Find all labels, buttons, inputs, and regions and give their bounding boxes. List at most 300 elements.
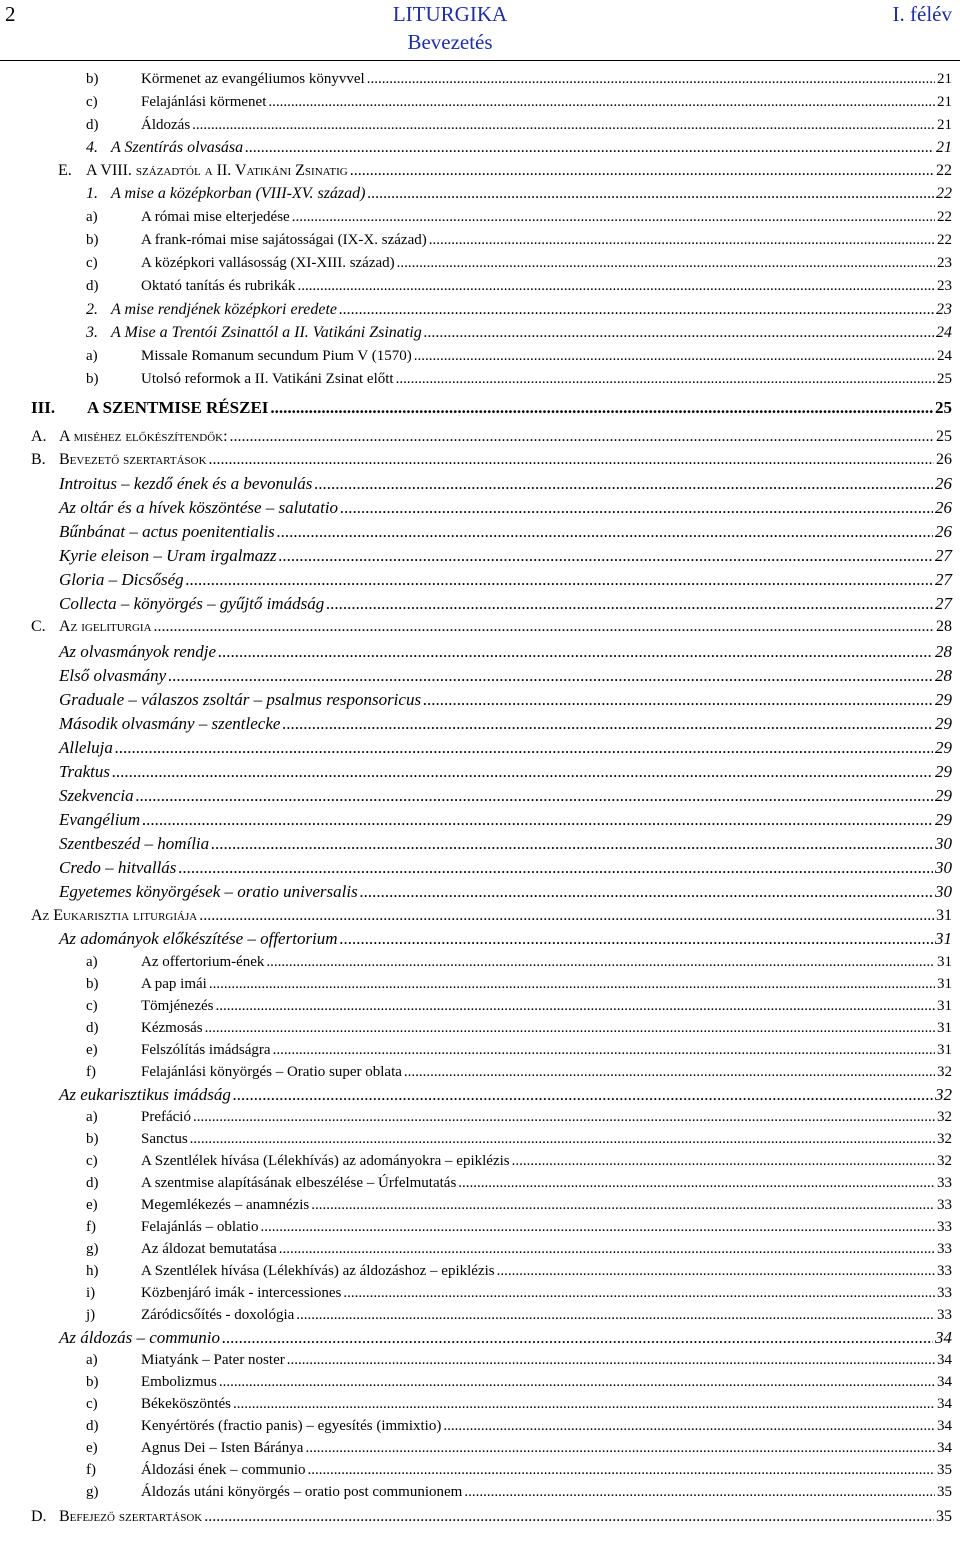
toc-leader-dots	[112, 762, 933, 782]
toc-leader-dots	[497, 1263, 935, 1280]
toc-entry-label: d)	[86, 117, 99, 133]
toc-entry[interactable]	[0, 185, 960, 203]
toc-leader-dots	[339, 301, 934, 319]
toc-entry[interactable]	[0, 907, 960, 925]
toc-entry-title: Missale Romanum secundum Pium V (1570)	[141, 348, 412, 364]
toc-entry-label: D.	[31, 1508, 47, 1525]
toc-leader-dots	[424, 324, 934, 342]
toc-entry-title: A Szentlélek hívása (Lélekhívás) az adományokra – epiklézis	[141, 1153, 510, 1169]
toc-entry[interactable]	[0, 232, 960, 249]
toc-entry-page: 33	[937, 1219, 952, 1235]
toc-entry-title: Credo – hitvallás	[59, 858, 177, 877]
toc-entry[interactable]	[0, 301, 960, 319]
toc-entry-page: 31	[937, 954, 952, 970]
toc-entry-title: Bevezető szertartások	[59, 451, 207, 468]
toc-leader-dots	[311, 1197, 935, 1214]
toc-entry[interactable]	[0, 1109, 960, 1126]
toc-entry-title: Áldozás utáni könyörgés – oratio post communionem	[141, 1484, 463, 1500]
toc-entry-page: 29	[935, 810, 952, 829]
toc-leader-dots	[168, 666, 933, 686]
toc-leader-dots	[222, 1328, 933, 1348]
toc-entry-page: 34	[935, 1328, 952, 1347]
toc-entry-title: Bűnbánat – actus poenitentialis	[59, 522, 275, 541]
toc-entry-label: g)	[86, 1241, 99, 1257]
toc-entry[interactable]	[0, 882, 960, 902]
toc-leader-dots	[458, 1175, 935, 1192]
toc-entry-label: f)	[86, 1462, 96, 1478]
toc-leader-dots	[142, 810, 933, 830]
toc-entry[interactable]	[0, 1085, 960, 1105]
toc-entry-label: c)	[86, 1396, 98, 1412]
toc-entry-label: e)	[86, 1197, 98, 1213]
toc-leader-dots	[414, 348, 935, 365]
toc-entry-title: A középkori vallásosság (XI-XIII. század)	[141, 255, 395, 271]
toc-leader-dots	[211, 834, 933, 854]
toc-entry-page: 33	[937, 1263, 952, 1279]
toc-entry[interactable]	[0, 1131, 960, 1148]
toc-entry-title: Egyetemes könyörgések – oratio universalis	[59, 882, 358, 901]
toc-leader-dots	[512, 1153, 935, 1170]
toc-leader-dots	[397, 255, 935, 272]
toc-entry-page: 34	[937, 1396, 952, 1412]
toc-entry[interactable]	[0, 858, 960, 878]
toc-entry-title: A VIII. századtól a II. Vatikáni Zsinatig	[86, 162, 348, 179]
header-divider	[0, 60, 960, 61]
toc-entry-title: Áldozás	[141, 117, 191, 133]
toc-entry-page: 34	[937, 1352, 952, 1368]
toc-entry-page: 29	[935, 762, 952, 781]
toc-entry-title: Közbenjáró imák - intercessiones	[141, 1285, 342, 1301]
toc-leader-dots	[326, 594, 933, 614]
toc-entry-label: III.	[31, 398, 56, 417]
toc-entry-label: c)	[86, 94, 98, 110]
toc-entry[interactable]	[0, 834, 960, 854]
toc-entry-page: 29	[935, 786, 952, 805]
toc-entry-page: 33	[937, 1307, 952, 1323]
toc-entry-page: 31	[937, 998, 952, 1014]
toc-entry-page: 33	[937, 1197, 952, 1213]
toc-entry-label: a)	[86, 1109, 98, 1125]
toc-entry-page: 34	[937, 1440, 952, 1456]
toc-entry-title: Megemlékezés – anamnézis	[141, 1197, 310, 1213]
toc-entry-title: A frank-római mise sajátosságai (IX-X. század)	[141, 232, 427, 248]
toc-entry-title: A mise rendjének középkori eredete	[111, 301, 337, 318]
toc-leader-dots	[340, 929, 933, 949]
toc-entry-page: 24	[937, 348, 952, 364]
toc-entry-title: A Szentlélek hívása (Lélekhívás) az áldozáshoz – epiklézis	[141, 1263, 495, 1279]
toc-entry-label: b)	[86, 1131, 99, 1147]
toc-leader-dots	[292, 209, 935, 226]
toc-leader-dots	[204, 1508, 934, 1526]
toc-entry-label: e)	[86, 1440, 98, 1456]
toc-entry[interactable]	[0, 371, 960, 388]
toc-leader-dots	[136, 786, 933, 806]
toc-entry[interactable]	[0, 1020, 960, 1037]
toc-entry[interactable]	[0, 1374, 960, 1391]
toc-entry[interactable]	[0, 1484, 960, 1501]
toc-entry-page: 35	[936, 1508, 952, 1525]
toc-leader-dots	[396, 371, 935, 388]
toc-entry[interactable]	[0, 954, 960, 971]
toc-entry-label: c)	[86, 255, 98, 271]
toc-entry-title: Záródicsőítés - doxológia	[141, 1307, 295, 1323]
toc-entry-page: 29	[935, 690, 952, 709]
toc-entry[interactable]	[0, 255, 960, 272]
toc-entry-label: 2.	[86, 301, 98, 318]
toc-leader-dots	[298, 278, 935, 295]
toc-entry-title: Tömjénezés	[141, 998, 214, 1014]
toc-leader-dots	[273, 1042, 935, 1059]
toc-leader-dots	[260, 1219, 935, 1236]
toc-leader-dots	[277, 522, 933, 542]
toc-leader-dots	[367, 185, 934, 203]
toc-entry[interactable]	[0, 498, 960, 518]
toc-entry-page: 21	[936, 139, 952, 156]
toc-entry[interactable]	[0, 1064, 960, 1081]
toc-entry-page: 23	[937, 255, 952, 271]
toc-entry-title: Evangélium	[59, 810, 141, 829]
toc-entry-page: 31	[935, 929, 952, 948]
toc-leader-dots	[193, 1109, 935, 1126]
toc-entry-page: 21	[937, 117, 952, 133]
toc-entry-page: 33	[937, 1175, 952, 1191]
toc-entry[interactable]	[0, 398, 960, 418]
toc-entry-title: Utolsó reformok a II. Vatikáni Zsinat előtt	[141, 371, 394, 387]
toc-entry[interactable]	[0, 690, 960, 710]
toc-entry-title: A Mise a Trentói Zsinattól a II. Vatikáni Zsinatig	[111, 324, 422, 341]
toc-entry-title: Kézmosás	[141, 1020, 203, 1036]
toc-entry-page: 28	[935, 642, 952, 661]
toc-entry[interactable]	[0, 1352, 960, 1369]
toc-entry-title: Az igeliturgia	[59, 618, 152, 635]
toc-entry[interactable]	[0, 738, 960, 758]
toc-entry-title: Introitus – kezdő ének és a bevonulás	[59, 474, 313, 493]
toc-entry[interactable]	[0, 278, 960, 295]
toc-entry-page: 27	[935, 546, 952, 565]
toc-entry-page: 34	[937, 1418, 952, 1434]
toc-entry-label: 4.	[86, 139, 98, 156]
toc-leader-dots	[279, 546, 933, 566]
toc-entry[interactable]	[0, 1508, 960, 1526]
toc-entry-label: 1.	[86, 185, 98, 202]
toc-entry-title: Agnus Dei – Isten Báránya	[141, 1440, 304, 1456]
toc-leader-dots	[308, 1462, 935, 1479]
toc-entry[interactable]	[0, 1440, 960, 1457]
toc-entry-title: Az adományok előkészítése – offertorium	[59, 929, 338, 948]
toc-leader-dots	[245, 139, 934, 157]
toc-entry-label: b)	[86, 976, 99, 992]
toc-entry[interactable]	[0, 348, 960, 365]
toc-entry[interactable]	[0, 1042, 960, 1059]
toc-entry-title: A miséhez előkészítendők:	[59, 428, 228, 445]
toc-entry-page: 22	[937, 209, 952, 225]
toc-entry[interactable]	[0, 546, 960, 566]
toc-entry-title: Alleluja	[59, 738, 113, 757]
toc-leader-dots	[350, 162, 934, 180]
toc-entry[interactable]	[0, 451, 960, 469]
toc-entry-page: 33	[937, 1241, 952, 1257]
toc-entry[interactable]	[0, 1241, 960, 1258]
toc-entry[interactable]	[0, 642, 960, 662]
toc-entry[interactable]	[0, 522, 960, 542]
toc-entry-page: 30	[935, 882, 952, 901]
toc-entry-label: f)	[86, 1219, 96, 1235]
toc-entry[interactable]	[0, 428, 960, 446]
toc-entry[interactable]	[0, 998, 960, 1015]
toc-leader-dots	[268, 94, 935, 111]
toc-entry-page: 22	[936, 185, 952, 202]
toc-entry[interactable]	[0, 714, 960, 734]
toc-entry-page: 31	[937, 976, 952, 992]
toc-entry[interactable]	[0, 1307, 960, 1324]
toc-entry-page: 32	[937, 1153, 952, 1169]
toc-entry-label: d)	[86, 1175, 99, 1191]
toc-leader-dots	[464, 1484, 935, 1501]
toc-entry[interactable]	[0, 474, 960, 494]
toc-entry[interactable]	[0, 929, 960, 949]
toc-leader-dots	[209, 976, 935, 993]
toc-entry[interactable]	[0, 1462, 960, 1479]
toc-entry-title: Az olvasmányok rendje	[59, 642, 217, 661]
toc-entry-label: c)	[86, 998, 98, 1014]
toc-entry-page: 31	[936, 907, 952, 924]
toc-leader-dots	[209, 451, 934, 469]
toc-leader-dots	[305, 1440, 935, 1457]
toc-entry[interactable]	[0, 1328, 960, 1348]
toc-leader-dots	[314, 474, 933, 494]
toc-entry[interactable]	[0, 762, 960, 782]
toc-entry-label: i)	[86, 1285, 96, 1301]
toc-entry-page: 31	[937, 1020, 952, 1036]
toc-entry-page: 29	[935, 738, 952, 757]
toc-entry-label: j)	[86, 1307, 96, 1323]
toc-entry-page: 32	[937, 1109, 952, 1125]
toc-entry-page: 27	[935, 570, 952, 589]
toc-leader-dots	[423, 690, 933, 710]
toc-entry-label: C.	[31, 618, 46, 635]
toc-entry-title: Az áldozás – communio	[59, 1328, 221, 1347]
toc-leader-dots	[215, 998, 935, 1015]
document-title: LITURGIKA	[392, 2, 508, 26]
toc-entry-title: A Szentírás olvasása	[111, 139, 244, 156]
toc-entry[interactable]	[0, 1219, 960, 1236]
toc-leader-dots	[443, 1418, 935, 1435]
toc-entry-title: Prefáció	[141, 1109, 191, 1125]
toc-leader-dots	[367, 71, 935, 88]
toc-entry[interactable]	[0, 1153, 960, 1170]
toc-entry-page: 26	[936, 451, 952, 468]
toc-entry[interactable]	[0, 1418, 960, 1435]
toc-entry-title: Második olvasmány – szentlecke	[59, 714, 281, 733]
toc-leader-dots	[233, 1085, 933, 1105]
toc-entry-page: 28	[936, 618, 952, 635]
toc-entry-title: Az áldozat bemutatása	[141, 1241, 277, 1257]
toc-entry-page: 26	[935, 498, 952, 517]
toc-leader-dots	[205, 1020, 935, 1037]
toc-leader-dots	[186, 570, 933, 590]
toc-leader-dots	[230, 428, 934, 446]
toc-entry[interactable]	[0, 162, 960, 180]
toc-entry-page: 22	[936, 162, 952, 179]
toc-leader-dots	[218, 642, 933, 662]
toc-entry-page: 23	[936, 301, 952, 318]
toc-entry-page: 30	[935, 834, 952, 853]
toc-leader-dots	[279, 1241, 935, 1258]
toc-entry-label: d)	[86, 278, 99, 294]
toc-entry-title: Graduale – válaszos zsoltár – psalmus responsoricus	[59, 690, 422, 709]
toc-entry-page: 35	[937, 1462, 952, 1478]
toc-entry-title: Az eukarisztikus imádság	[59, 1085, 231, 1104]
toc-entry-page: 35	[937, 1484, 952, 1500]
toc-entry[interactable]	[0, 976, 960, 993]
toc-leader-dots	[296, 1307, 935, 1324]
toc-leader-dots	[343, 1285, 935, 1302]
toc-entry-label: b)	[86, 1374, 99, 1390]
toc-leader-dots	[154, 618, 934, 636]
toc-entry[interactable]	[0, 618, 960, 636]
toc-entry-page: 24	[936, 324, 952, 341]
page-number: 2	[5, 2, 16, 26]
toc-entry-label: e)	[86, 1042, 98, 1058]
toc-entry-label: d)	[86, 1020, 99, 1036]
toc-entry-page: 21	[937, 71, 952, 87]
toc-entry-title: Sanctus	[141, 1131, 188, 1147]
toc-entry[interactable]	[0, 786, 960, 806]
toc-entry[interactable]	[0, 1285, 960, 1302]
toc-entry-page: 31	[937, 1042, 952, 1058]
toc-entry-page: 22	[937, 232, 952, 248]
toc-entry-label: A.	[31, 428, 47, 445]
toc-entry-title: Felajánlási körmenet	[141, 94, 267, 110]
toc-entry-page: 25	[937, 371, 952, 387]
toc-entry-page: 21	[937, 94, 952, 110]
toc-entry-title: Az Eukarisztia liturgiája	[31, 907, 198, 924]
toc-entry-title: Felszólítás imádságra	[141, 1042, 271, 1058]
toc-entry-title: A pap imái	[141, 976, 207, 992]
toc-entry[interactable]	[0, 324, 960, 342]
toc-entry[interactable]	[0, 810, 960, 830]
toc-leader-dots	[192, 117, 935, 134]
toc-entry-title: Az oltár és a hívek köszöntése – salutatio	[59, 498, 339, 517]
toc-entry-page: 29	[935, 714, 952, 733]
toc-entry-title: Kyrie eleison – Uram irgalmazz	[59, 546, 277, 565]
toc-entry-page: 23	[937, 278, 952, 294]
toc-entry[interactable]	[0, 94, 960, 111]
document-subtitle: Bevezetés	[407, 30, 493, 54]
toc-entry-title: Békeköszöntés	[141, 1396, 231, 1412]
toc-entry-label: b)	[86, 371, 99, 387]
toc-entry-page: 25	[936, 428, 952, 445]
toc-entry-title: Kenyértörés (fractio panis) – egyesítés (immixtio)	[141, 1418, 442, 1434]
toc-entry[interactable]	[0, 594, 960, 614]
toc-leader-dots	[219, 1374, 935, 1391]
toc-entry-title: Miatyánk – Pater noster	[141, 1352, 285, 1368]
toc-leader-dots	[270, 398, 933, 418]
toc-entry-label: E.	[58, 162, 72, 179]
toc-entry[interactable]	[0, 570, 960, 590]
toc-entry-title: Felajánlás – oblatio	[141, 1219, 259, 1235]
toc-entry-title: Szentbeszéd – homília	[59, 834, 210, 853]
toc-entry-label: a)	[86, 954, 98, 970]
toc-entry-title: A SZENTMISE RÉSZEI	[87, 398, 269, 417]
toc-entry-label: a)	[86, 209, 98, 225]
toc-entry[interactable]	[0, 117, 960, 134]
toc-entry-label: B.	[31, 451, 46, 468]
toc-entry-label: a)	[86, 1352, 98, 1368]
toc-entry-page: 26	[935, 522, 952, 541]
toc-entry-page: 28	[935, 666, 952, 685]
toc-leader-dots	[190, 1131, 935, 1148]
toc-entry-title: Körmenet az evangéliumos könyvvel	[141, 71, 365, 87]
toc-entry-label: g)	[86, 1484, 99, 1500]
toc-leader-dots	[233, 1396, 935, 1413]
toc-entry-label: b)	[86, 71, 99, 87]
toc-entry-title: Szekvencia	[59, 786, 134, 805]
toc-entry-label: f)	[86, 1064, 96, 1080]
toc-entry-title: Áldozási ének – communio	[141, 1462, 306, 1478]
toc-entry[interactable]	[0, 1263, 960, 1280]
toc-entry-title: A szentmise alapításának elbeszélése – Úrfelmutatás	[141, 1175, 457, 1191]
toc-entry-page: 32	[937, 1131, 952, 1147]
toc-leader-dots	[404, 1064, 935, 1081]
toc-entry-title: Collecta – könyörgés – gyűjtő imádság	[59, 594, 325, 613]
toc-entry-label: c)	[86, 1153, 98, 1169]
toc-entry-title: A római mise elterjedése	[141, 209, 290, 225]
toc-leader-dots	[282, 714, 933, 734]
toc-entry-title: Befejező szertartások	[59, 1508, 203, 1525]
toc-entry-title: Első olvasmány	[59, 666, 167, 685]
toc-entry-title: Az offertorium-ének	[141, 954, 265, 970]
toc-entry[interactable]	[0, 1197, 960, 1214]
toc-entry-title: Oktató tanítás és rubrikák	[141, 278, 296, 294]
toc-leader-dots	[178, 858, 933, 878]
toc-entry-label: a)	[86, 348, 98, 364]
toc-entry-title: Traktus	[59, 762, 111, 781]
toc-leader-dots	[199, 907, 934, 925]
toc-entry[interactable]	[0, 1396, 960, 1413]
toc-leader-dots	[266, 954, 935, 971]
toc-entry[interactable]	[0, 666, 960, 686]
toc-leader-dots	[360, 882, 933, 902]
page-header	[0, 0, 960, 61]
toc-entry-title: Felajánlási könyörgés – Oratio super oblata	[141, 1064, 402, 1080]
toc-entry-page: 25	[935, 398, 952, 417]
toc-entry-label: h)	[86, 1263, 99, 1279]
toc-entry-page: 30	[935, 858, 952, 877]
toc-entry-page: 32	[935, 1085, 952, 1104]
toc-entry[interactable]	[0, 1175, 960, 1192]
toc-entry-page: 32	[937, 1064, 952, 1080]
toc-entry[interactable]	[0, 71, 960, 88]
toc-entry-page: 33	[937, 1285, 952, 1301]
toc-entry[interactable]	[0, 209, 960, 226]
toc-entry-label: 3.	[86, 324, 98, 341]
toc-leader-dots	[115, 738, 933, 758]
toc-entry-page: 26	[935, 474, 952, 493]
toc-leader-dots	[340, 498, 933, 518]
toc-leader-dots	[429, 232, 935, 249]
semester-label: I. félév	[892, 2, 952, 26]
toc-entry[interactable]	[0, 139, 960, 157]
toc-entry-page: 27	[935, 594, 952, 613]
toc-entry-label: d)	[86, 1418, 99, 1434]
toc-entry-page: 34	[937, 1374, 952, 1390]
toc-entry-label: b)	[86, 232, 99, 248]
toc-entry-title: Gloria – Dicsőség	[59, 570, 184, 589]
toc-entry-title: A mise a középkorban (VIII-XV. század)	[111, 185, 366, 202]
toc-entry-title: Embolizmus	[141, 1374, 217, 1390]
toc-leader-dots	[287, 1352, 935, 1369]
